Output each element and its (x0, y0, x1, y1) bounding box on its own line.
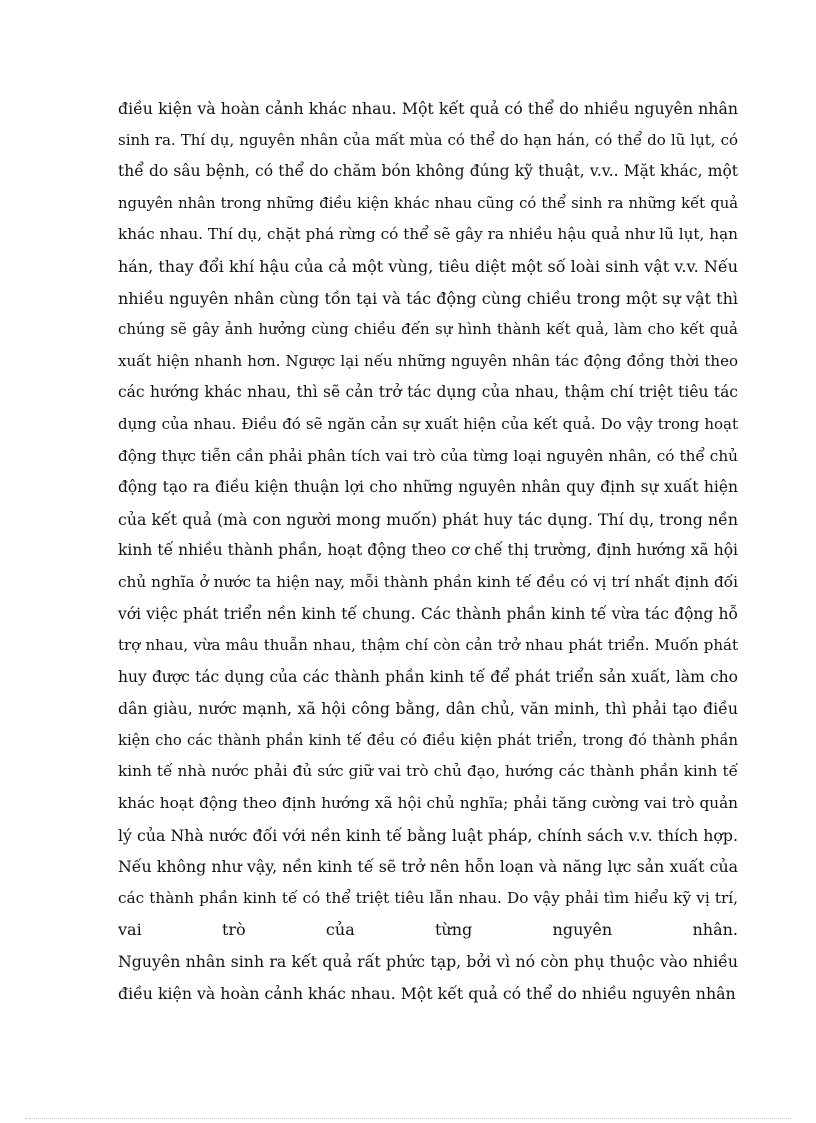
text-line: kiện cho các thành phần kinh tế đều có điều kiện phát triển, trong đó thành phần (118, 731, 738, 749)
text-line: Nguyên nhân sinh ra kết quả rất phức tạp, bởi vì nó còn phụ thuộc vào nhiều (118, 952, 738, 972)
text-line: nguyên nhân trong những điều kiện khác nhau cũng có thể sinh ra những kết quả (118, 194, 738, 212)
text-line: các thành phần kinh tế có thể triệt tiêu lẫn nhau. Do vậy phải tìm hiểu kỹ vị trí, (118, 888, 738, 907)
text-line: huy được tác dụng của các thành phần kinh tế để phát triển sản xuất, làm cho (118, 667, 738, 686)
text-line: lý của Nhà nước đối với nền kinh tế bằng luật pháp, chính sách v.v. thích hợp. (118, 825, 738, 845)
text-line: điều kiện và hoàn cảnh khác nhau. Một kết quả có thể do nhiều nguyên nhân (118, 983, 736, 1003)
page-bottom-rule (25, 1118, 791, 1119)
text-line: vai trò của từng nguyên nhân. (118, 920, 738, 940)
text-line: khác nhau. Thí dụ, chặt phá rừng có thể sẽ gây ra nhiều hậu quả như lũ lụt, hạn (118, 225, 738, 244)
text-line: động thực tiễn cần phải phân tích vai trò của từng loại nguyên nhân, có thể chủ (118, 446, 738, 465)
text-line: dân giàu, nước mạnh, xã hội công bằng, dân chủ, văn minh, thì phải tạo điều (118, 699, 738, 719)
text-line: kinh tế nhiều thành phần, hoạt động theo cơ chế thị trường, định hướng xã hội (118, 541, 738, 560)
text-line: các hướng khác nhau, thì sẽ cản trở tác dụng của nhau, thậm chí triệt tiêu tác (118, 383, 738, 402)
text-line: dụng của nhau. Điều đó sẽ ngăn cản sự xuất hiện của kết quả. Do vậy trong hoạt (118, 414, 738, 433)
text-line: hán, thay đổi khí hậu của cả một vùng, tiêu diệt một số loài sinh vật v.v. Nếu (118, 256, 738, 276)
text-line: sinh ra. Thí dụ, nguyên nhân của mất mùa có thể do hạn hán, có thể do lũ lụt, có (118, 130, 738, 149)
text-line: chúng sẽ gây ảnh hưởng cùng chiều đến sự hình thành kết quả, làm cho kết quả (118, 320, 738, 339)
text-line: chủ nghĩa ở nước ta hiện nay, mỗi thành phần kinh tế đều có vị trí nhất định đối (118, 572, 738, 591)
text-line: thể do sâu bệnh, có thể do chăm bón không đúng kỹ thuật, v.v.. Mặt khác, một (118, 162, 738, 181)
text-line: của kết quả (mà con người mong muốn) phát huy tác dụng. Thí dụ, trong nền (118, 509, 738, 529)
text-line: điều kiện và hoàn cảnh khác nhau. Một kết quả có thể do nhiều nguyên nhân (118, 99, 738, 118)
text-line: kinh tế nhà nước phải đủ sức giữ vai trò chủ đạo, hướng các thành phần kinh tế (118, 762, 738, 781)
text-line: khác hoạt động theo định hướng xã hội chủ nghĩa; phải tăng cường vai trò quản (118, 794, 738, 813)
text-line: xuất hiện nhanh hơn. Ngược lại nếu những nguyên nhân tác động đồng thời theo (118, 351, 738, 370)
text-line: trợ nhau, vừa mâu thuẫn nhau, thậm chí còn cản trở nhau phát triển. Muốn phát (118, 636, 738, 655)
text-line: Nếu không như vậy, nền kinh tế sẽ trở nên hỗn loạn và năng lực sản xuất của (118, 857, 738, 877)
text-line: với việc phát triển nền kinh tế chung. Các thành phần kinh tế vừa tác động hỗ (118, 604, 738, 623)
text-line: nhiều nguyên nhân cùng tồn tại và tác động cùng chiều trong một sự vật thì (118, 288, 738, 308)
body-text (118, 93, 738, 1009)
text-line: động tạo ra điều kiện thuận lợi cho những nguyên nhân quy định sự xuất hiện (118, 478, 738, 497)
